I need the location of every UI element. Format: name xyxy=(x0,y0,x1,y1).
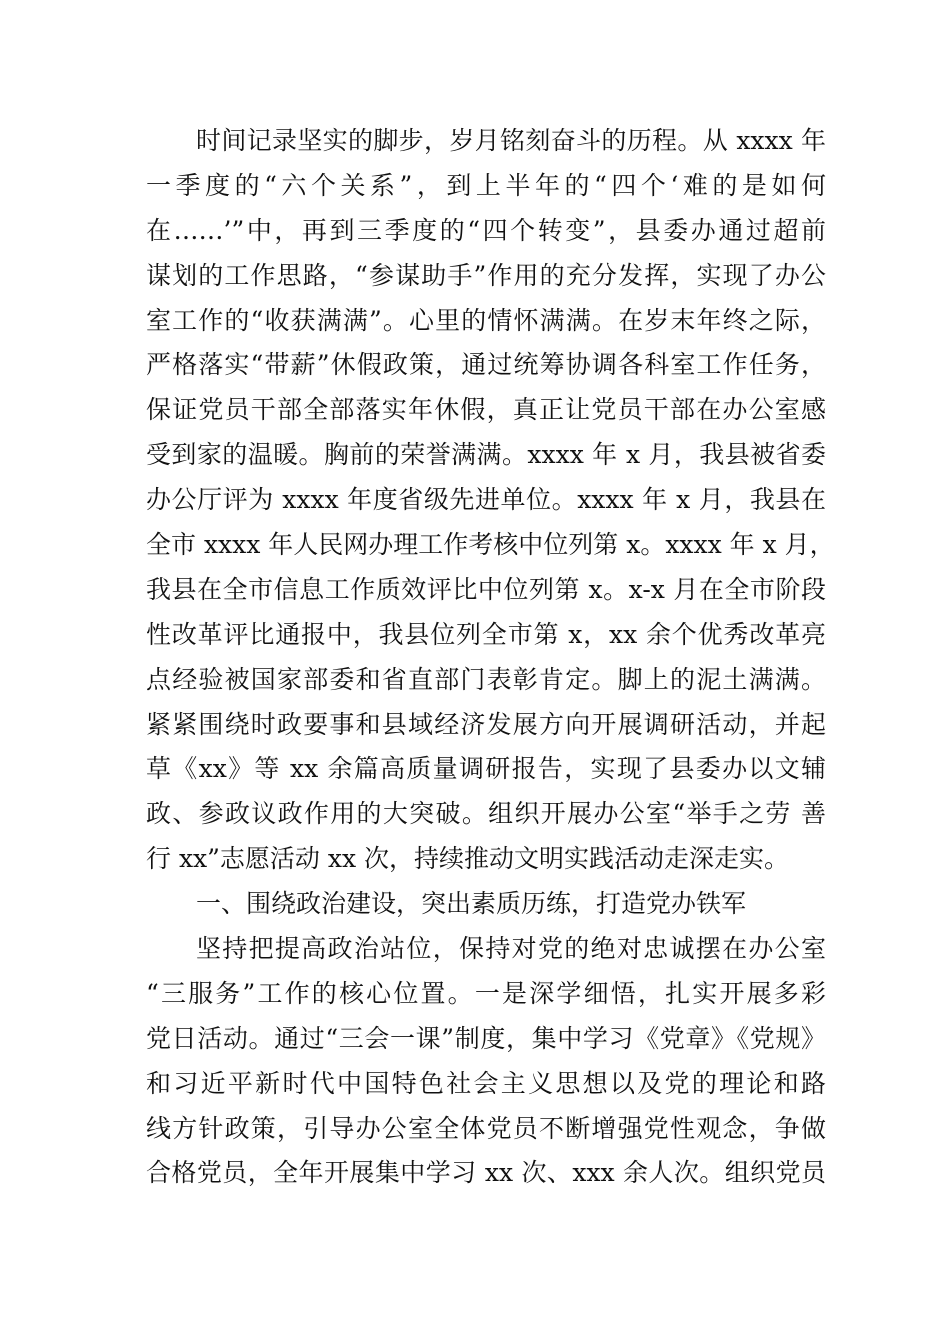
paragraph-line: 和习近平新时代中国特色社会主义思想以及党的理论和路 xyxy=(146,1068,826,1098)
paragraph-line: 一季度的“六个关系”，到上半年的“四个‘难的是如何 xyxy=(146,170,826,200)
paragraph-line: 室工作的“收获满满”。心里的情怀满满。在岁末年终之际， xyxy=(146,305,826,335)
paragraph-line: 保证党员干部全部落实年休假，真正让党员干部在办公室感 xyxy=(146,395,826,425)
section-heading: 一、围绕政治建设，突出素质历练，打造党办铁军 xyxy=(196,889,747,919)
paragraph-line: 点经验被国家部委和省直部门表彰肯定。脚上的泥土满满。 xyxy=(146,664,826,694)
paragraph-line: 全市 xxxx 年人民网办理工作考核中位列第 x。xxxx 年 x 月， xyxy=(146,530,835,560)
paragraph-line: 党日活动。通过“三会一课”制度，集中学习《党章》《党规》 xyxy=(146,1023,826,1053)
paragraph-line: 严格落实“带薪”休假政策，通过统筹协调各科室工作任务， xyxy=(146,350,826,380)
paragraph-line: 我县在全市信息工作质效评比中位列第 x。x-x 月在全市阶段 xyxy=(146,574,826,604)
paragraph-line: 坚持把提高政治站位，保持对党的绝对忠诚摆在办公室 xyxy=(196,934,826,964)
paragraph-line: “三服务”工作的核心位置。一是深学细悟，扎实开展多彩 xyxy=(146,978,826,1008)
paragraph-line: 在……’”中，再到三季度的“四个转变”，县委办通过超前 xyxy=(146,215,826,245)
paragraph-line: 紧紧围绕时政要事和县域经济发展方向开展调研活动，并起 xyxy=(146,709,826,739)
paragraph-line: 政、参政议政作用的大突破。组织开展办公室“举手之劳 善 xyxy=(146,799,826,829)
body-text xyxy=(146,119,835,1196)
paragraph-line: 时间记录坚实的脚步，岁月铭刻奋斗的历程。从 xxxx 年 xyxy=(196,126,826,155)
paragraph-line: 合格党员，全年开展集中学习 xx 次、xxx 余人次。组织党员 xyxy=(146,1158,826,1188)
paragraph-line: 性改革评比通报中，我县位列全市第 x，xx 余个优秀改革亮 xyxy=(146,619,826,649)
paragraph-line: 谋划的工作思路，“参谋助手”作用的充分发挥，实现了办公 xyxy=(146,260,826,290)
paragraph-line: 行 xx”志愿活动 xx 次，持续推动文明实践活动走深走实。 xyxy=(146,844,790,874)
paragraph-line: 草《xx》等 xx 余篇高质量调研报告，实现了县委办以文辅 xyxy=(146,754,826,784)
paragraph-line: 受到家的温暖。胸前的荣誉满满。xxxx 年 x 月，我县被省委 xyxy=(146,440,826,470)
paragraph-line: 办公厅评为 xxxx 年度省级先进单位。xxxx 年 x 月，我县在 xyxy=(146,485,826,515)
paragraph-line: 线方针政策，引导办公室全体党员不断增强党性观念，争做 xyxy=(146,1113,826,1143)
